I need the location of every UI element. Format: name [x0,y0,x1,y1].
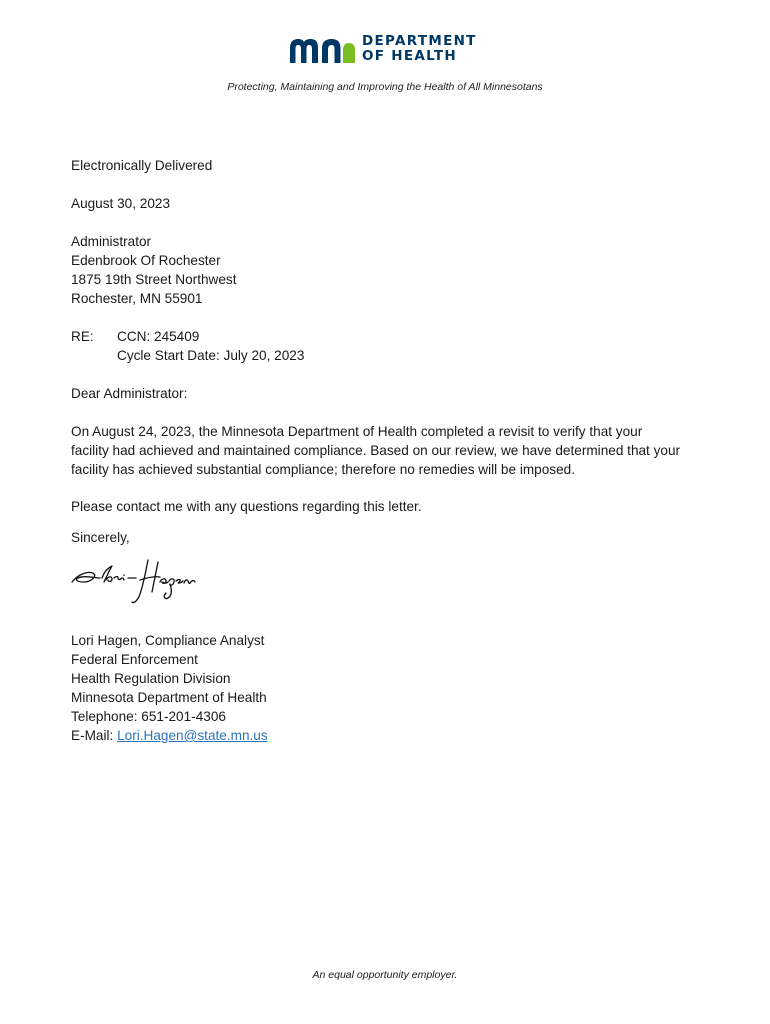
salutation-text: Dear Administrator: [71,386,188,401]
salutation [71,384,187,403]
re-cycle-date: Cycle Start Date: July 20, 2023 [117,348,305,363]
body-line: On August 24, 2023, the Minnesota Department of Health completed a revisit to verify that your [71,424,643,439]
body-paragraph [71,422,680,479]
email-link[interactable]: Lori.Hagen@state.mn.us [117,728,268,743]
body-line: facility had achieved and maintained compliance. Based on our review, we have determined that your [71,443,681,458]
letter-date [71,194,170,213]
tagline: Protecting, Maintaining and Improving the Health of All Minnesotans [227,81,543,93]
handwritten-signature [68,556,198,610]
signer-name-title: Lori Hagen, Compliance Analyst [71,633,265,648]
signer-telephone: Telephone: 651-201-4306 [71,709,226,724]
signer-block [71,631,268,745]
signer-unit: Federal Enforcement [71,652,198,667]
contact-paragraph [71,497,422,516]
signer-department: Minnesota Department of Health [71,690,267,705]
recipient-title: Administrator [71,234,152,249]
recipient-address [71,232,237,308]
body-line: facility has achieved substantial compliance; therefore no remedies will be imposed. [71,462,575,477]
re-block [71,327,304,365]
delivery-method [71,156,212,175]
date-text: August 30, 2023 [71,196,171,211]
email-label: E-Mail: [71,728,118,743]
closing-text: Sincerely, [71,530,130,545]
contact-text: Please contact me with any questions regarding this letter. [71,499,422,514]
delivery-text: Electronically Delivered [71,158,213,173]
logo-wordmark [362,34,477,64]
closing [71,528,130,547]
mn-logo-mark [288,34,358,64]
logo-line-department: DEPARTMENT [362,33,477,49]
footer-statement: An equal opportunity employer. [312,969,458,981]
re-label: RE: [71,329,94,344]
signer-division: Health Regulation Division [71,671,231,686]
recipient-city: Rochester, MN 55901 [71,291,203,306]
re-ccn: CCN: 245409 [117,329,200,344]
mdh-logo [288,34,488,66]
recipient-street: 1875 19th Street Northwest [71,272,237,287]
signer-email-line [71,726,268,745]
recipient-facility: Edenbrook Of Rochester [71,253,221,268]
logo-line-of-health: OF HEALTH [362,48,457,64]
